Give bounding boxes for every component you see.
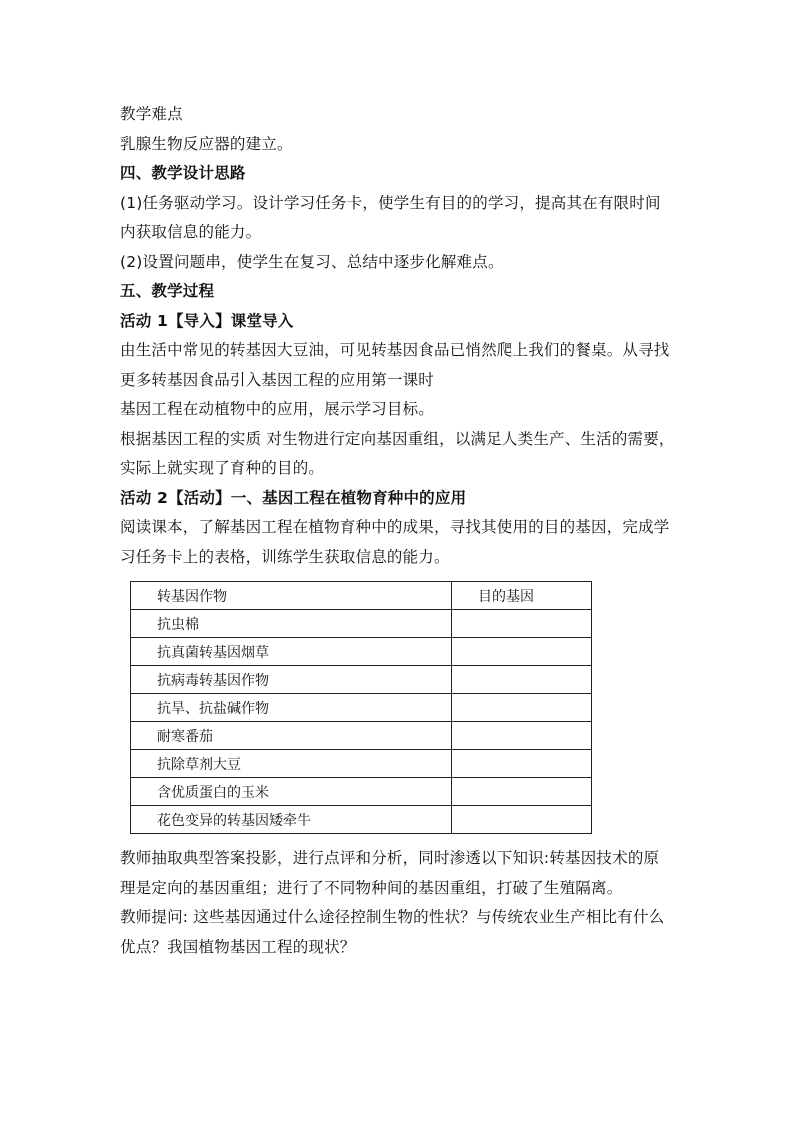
table-cell-crop: 耐寒番茄 [131, 722, 452, 750]
table-row [131, 722, 592, 750]
table-row [131, 610, 592, 638]
table-cell-gene [452, 694, 592, 722]
design-item-2: (2)设置问题串，使学生在复习、总结中逐步化解难点。 [120, 252, 504, 271]
table-cell-gene [452, 610, 592, 638]
table-row [131, 694, 592, 722]
activity2-text-line2: 习任务卡上的表格，训练学生获取信息的能力。 [120, 547, 450, 566]
table-row [131, 750, 592, 778]
table-cell-crop: 含优质蛋白的玉米 [131, 778, 452, 806]
table-row [131, 806, 592, 834]
table-row [131, 778, 592, 806]
difficulty-heading: 教学难点 [120, 105, 183, 123]
after-table-text-line2: 理是定向的基因重组；进行了不同物种间的基因重组，打破了生殖隔离。 [120, 878, 623, 897]
table-row [131, 666, 592, 694]
difficulty-text: 乳腺生物反应器的建立。 [120, 134, 293, 153]
table-header-gene: 目的基因 [452, 582, 592, 610]
teacher-question-line1: 教师提问: 这些基因通过什么途径控制生物的性状？与传统农业生产相比有什么 [120, 908, 665, 926]
activity1-text-line3: 基因工程在动植物中的应用，展示学习目标。 [120, 400, 435, 418]
activity1-text-line1: 由生活中常见的转基因大豆油，可见转基因食品已悄然爬上我们的餐桌。从寻找 [120, 341, 670, 359]
table-cell-crop: 抗病毒转基因作物 [131, 666, 452, 694]
table-row [131, 638, 592, 666]
document-page [120, 100, 680, 962]
table-cell-crop: 花色变异的转基因矮牵牛 [131, 806, 452, 834]
activity2-title: 活动 2【活动】一、基因工程在植物育种中的应用 [120, 488, 467, 507]
section5-title: 五、教学过程 [120, 282, 215, 300]
table-cell-gene [452, 778, 592, 806]
table-cell-gene [452, 638, 592, 666]
table-cell-crop: 抗旱、抗盐碱作物 [131, 694, 452, 722]
table-cell-crop: 抗除草剂大豆 [131, 750, 452, 778]
table-cell-gene [452, 806, 592, 834]
table-header-crop: 转基因作物 [131, 582, 452, 610]
activity1-title: 活动 1【导入】课堂导入 [120, 311, 294, 330]
design-item-1-line2: 内获取信息的能力。 [120, 223, 262, 241]
task-card-table [130, 581, 592, 834]
after-table-text-line1: 教师抽取典型答案投影，进行点评和分析，同时渗透以下知识:转基因技术的原 [120, 849, 660, 867]
table-cell-crop: 抗真菌转基因烟草 [131, 638, 452, 666]
section4-title: 四、教学设计思路 [120, 164, 246, 182]
activity1-text-line2: 更多转基因食品引入基因工程的应用第一课时 [120, 370, 435, 389]
activity1-text-line5: 实际上就实现了育种的目的。 [120, 459, 325, 477]
design-item-1-line1: (1)任务驱动学习。设计学习任务卡，使学生有目的的学习，提高其在有限时间 [120, 193, 661, 212]
teacher-question-line2: 优点？我国植物基因工程的现状？ [120, 937, 356, 956]
table-cell-gene [452, 722, 592, 750]
table-cell-gene [452, 750, 592, 778]
table-cell-crop: 抗虫棉 [131, 610, 452, 638]
activity1-text-line4: 根据基因工程的实质 对生物进行定向基因重组，以满足人类生产、生活的需要， [120, 429, 675, 448]
activity2-text-line1: 阅读课本，了解基因工程在植物育种中的成果，寻找其使用的目的基因，完成学 [120, 518, 670, 536]
table-header-row [131, 582, 592, 610]
table-cell-gene [452, 666, 592, 694]
